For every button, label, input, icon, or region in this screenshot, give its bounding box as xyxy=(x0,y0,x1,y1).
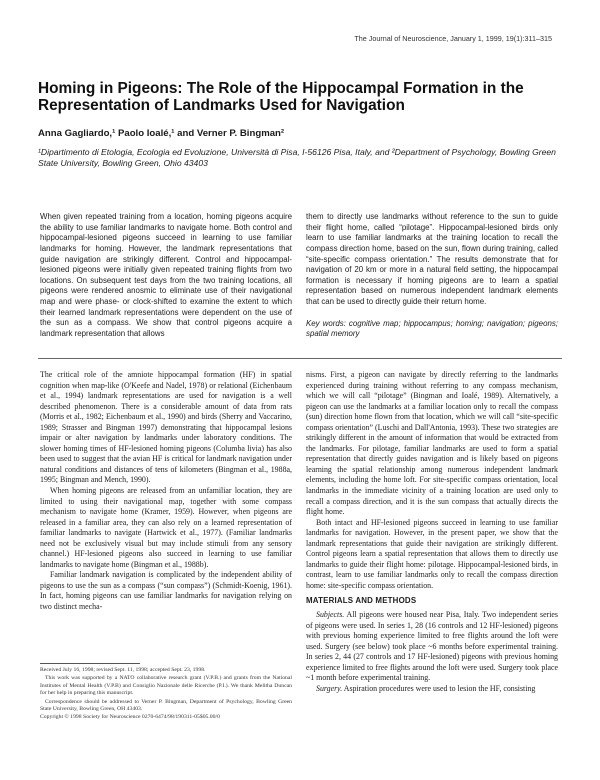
footnotes xyxy=(40,667,292,723)
authors: Anna Gagliardo,¹ Paolo Ioalé,¹ and Verner P. Bingman² xyxy=(38,128,285,139)
abstract-text-right: them to directly use landmarks without reference to the sun to guide their flight home, called “pilotage”. Hippocampal-lesioned birds only learn to use familiar landmarks at the training location to recall the compass direction home, based on the sun, flown during training, called “site-specific compass orientation.” The results demonstrate that for navigation of 20 km or more in a natural field setting, the hippocampal formation is necessary if homing pigeons are to learn a spatial representation based on numerous independent landmark elements that can be used to directly guide their return home. xyxy=(306,212,558,306)
section-divider xyxy=(38,358,562,359)
body-paragraph: The critical role of the amniote hippocampal formation (HF) in spatial cognition when map-like (O'Keefe and Nadel, 1978) or relational (Eichenbaum et al., 1994) landmark representations are used for navigation is a well described phenomenon. There is a considerable amount of data from rats (Morris et al., 1982; Eichenbaum et al., 1990) and birds (Sherry and Vaccarino, 1989; Strasser and Bingman 1997) demonstrating that hippocampal lesions impair or alter navigation by landmarks under laboratory conditions. The slower homing times of HF-lesioned homing pigeons (Columba livia) has also been used to suggest that the avian HF is critical for landmark navigation under natural conditions and distances of tens of kilometers (Bingman et al., 1988a, 1995; Bingman and Mench, 1990). xyxy=(40,370,292,485)
surgery-label: Surgery. xyxy=(316,683,343,693)
body-paragraph: Both intact and HF-lesioned pigeons succeed in learning to use familiar landmarks for navigation. However, in the present paper, we show that the landmark representations that guide their navigation are strikingly different. Control pigeons learn a spatial representation that allows them to directly use landmarks to guide their flight home: pilotage. Hippocampal-lesioned birds, in contrast, learn to use familiar landmarks only to recall the compass direction home: site-specific compass orientation. xyxy=(306,517,558,590)
body-paragraph: nisms. First, a pigeon can navigate by directly referring to the landmarks experienced during training without referring to any compass mechanism, which we will call “pilotage” (Bingman and Ioalé, 1989). Alternatively, a pigeon can use the landmarks at a familiar location only to recall the compass (sun) direction home flown from that location, which we will call “site-specific compass orientation” (Luschi and Dall'Antonia, 1993). These two strategies are strikingly different in the amount of information that would be extracted from the landmarks. For pilotage, familiar landmarks are used to form a spatial representation that directly guides navigation and is likely based on pigeons learning the spatial relationship among numerous independent landmark elements, including the home loft. For site-specific compass orientation, local landmarks in the immediate vicinity of a training location are used only to recall a compass direction, and it is the sun compass that actually directs the flight home. xyxy=(306,370,558,517)
journal-header: The Journal of Neuroscience, January 1, 1999, 19(1):311–315 xyxy=(354,34,552,43)
received-dates: Received July 16, 1998; revised Sept. 11, 1998; accepted Sept. 23, 1998. xyxy=(40,667,206,673)
body-paragraph: When homing pigeons are released from an unfamiliar location, they are limited to using their navigational map, together with some compass mechanism to navigate home (Kramer, 1959). However, when pigeons are released in a familiar area, they can also rely on a learned representation of familiar landmarks to navigate (Hartwick et al., 1977). (Familiar landmarks need not be exclusively visual but may include stimuli from any sensory channel.) HF-lesioned pigeons also succeed in learning to use familiar landmarks to navigate home (Bingman et al., 1988b). xyxy=(40,486,292,569)
surgery-text: Aspiration procedures were used to lesion the HF, consisting xyxy=(342,683,536,693)
copyright-note: Copyright © 1998 Society for Neuroscience 0270-6474/98/190311-05$05.00/0 xyxy=(40,714,220,721)
body-right-column xyxy=(306,370,558,694)
body-left-column xyxy=(40,370,292,613)
methods-subjects-paragraph xyxy=(306,610,558,684)
footnote-divider xyxy=(40,663,140,664)
subjects-text: All pigeons were housed near Pisa, Italy. Two independent series of pigeons were used. In series 1, 28 (16 controls and 12 HF-lesioned) pigeons with previous homing experience limited to free flights around the loft were used. Surgery (see below) took place ~6 months before experimental training. In series 2, 44 (27 controls and 17 HF-lesioned) pigeons with previous homing experience limited to free flights around the loft were used. Surgery took place ~1 month before experimental training. xyxy=(306,610,558,683)
abstract-right-column xyxy=(306,212,558,340)
keywords: Key words: cognitive map; hippocampus; homing; navigation; pigeons; spatial memory xyxy=(306,318,558,339)
correspondence-note: Correspondence should be addressed to Verner P. Bingman, Department of Psychology, Bowling Green State University, Bowling Green, OH 43403. xyxy=(40,698,292,712)
methods-heading: MATERIALS AND METHODS xyxy=(306,596,417,606)
funding-note: This work was supported by a NATO collaborative research grant (V.P.B.) and grants from the National Institutes of Mental Health (V.P.B) and Consiglio Nazionale delle Ricerche (P.I.). We thank Melitha Duncan for her help in preparing this manuscript. xyxy=(40,675,292,697)
affiliations: ¹Dipartimento di Etologia, Ecologia ed Evoluzione, Università di Pisa, I-56126 Pisa, Italy, and ²Department of Psychology, Bowling Green State University, Bowling Green, Ohio 43403 xyxy=(38,147,556,169)
abstract-left-column xyxy=(40,212,292,340)
subjects-label: Subjects. xyxy=(316,610,345,620)
body-paragraph: Familiar landmark navigation is complicated by the independent ability of pigeons to use the sun as a compass (“sun compass”) (Schmidt-Koenig, 1961). In fact, homing pigeons can use familiar landmarks for navigation relying on two distinct mecha- xyxy=(40,570,292,612)
abstract-text-left: When given repeated training from a location, homing pigeons acquire the ability to use familiar landmarks to navigate home. Both control and hippocampal-lesioned pigeons succeed in learning to use familiar landmarks for homing. However, the landmark representations that guide navigation are strikingly different. Control and hippocampal-lesioned pigeons were initially given repeated training flights from two locations. On subsequent test days from the two training locations, all pigeons were rendered anosmic to eliminate use of their navigational map and were phase- or clock-shifted to examine the extent to which their learned landmark representations were dependent on the use of the sun as a compass. We show that control pigeons acquire a landmark representation that allows xyxy=(40,212,292,338)
paper-title: Homing in Pigeons: The Role of the Hippocampal Formation in the Representation of Landmarks Used for Navigation xyxy=(38,80,524,114)
methods-surgery-paragraph xyxy=(306,684,558,695)
